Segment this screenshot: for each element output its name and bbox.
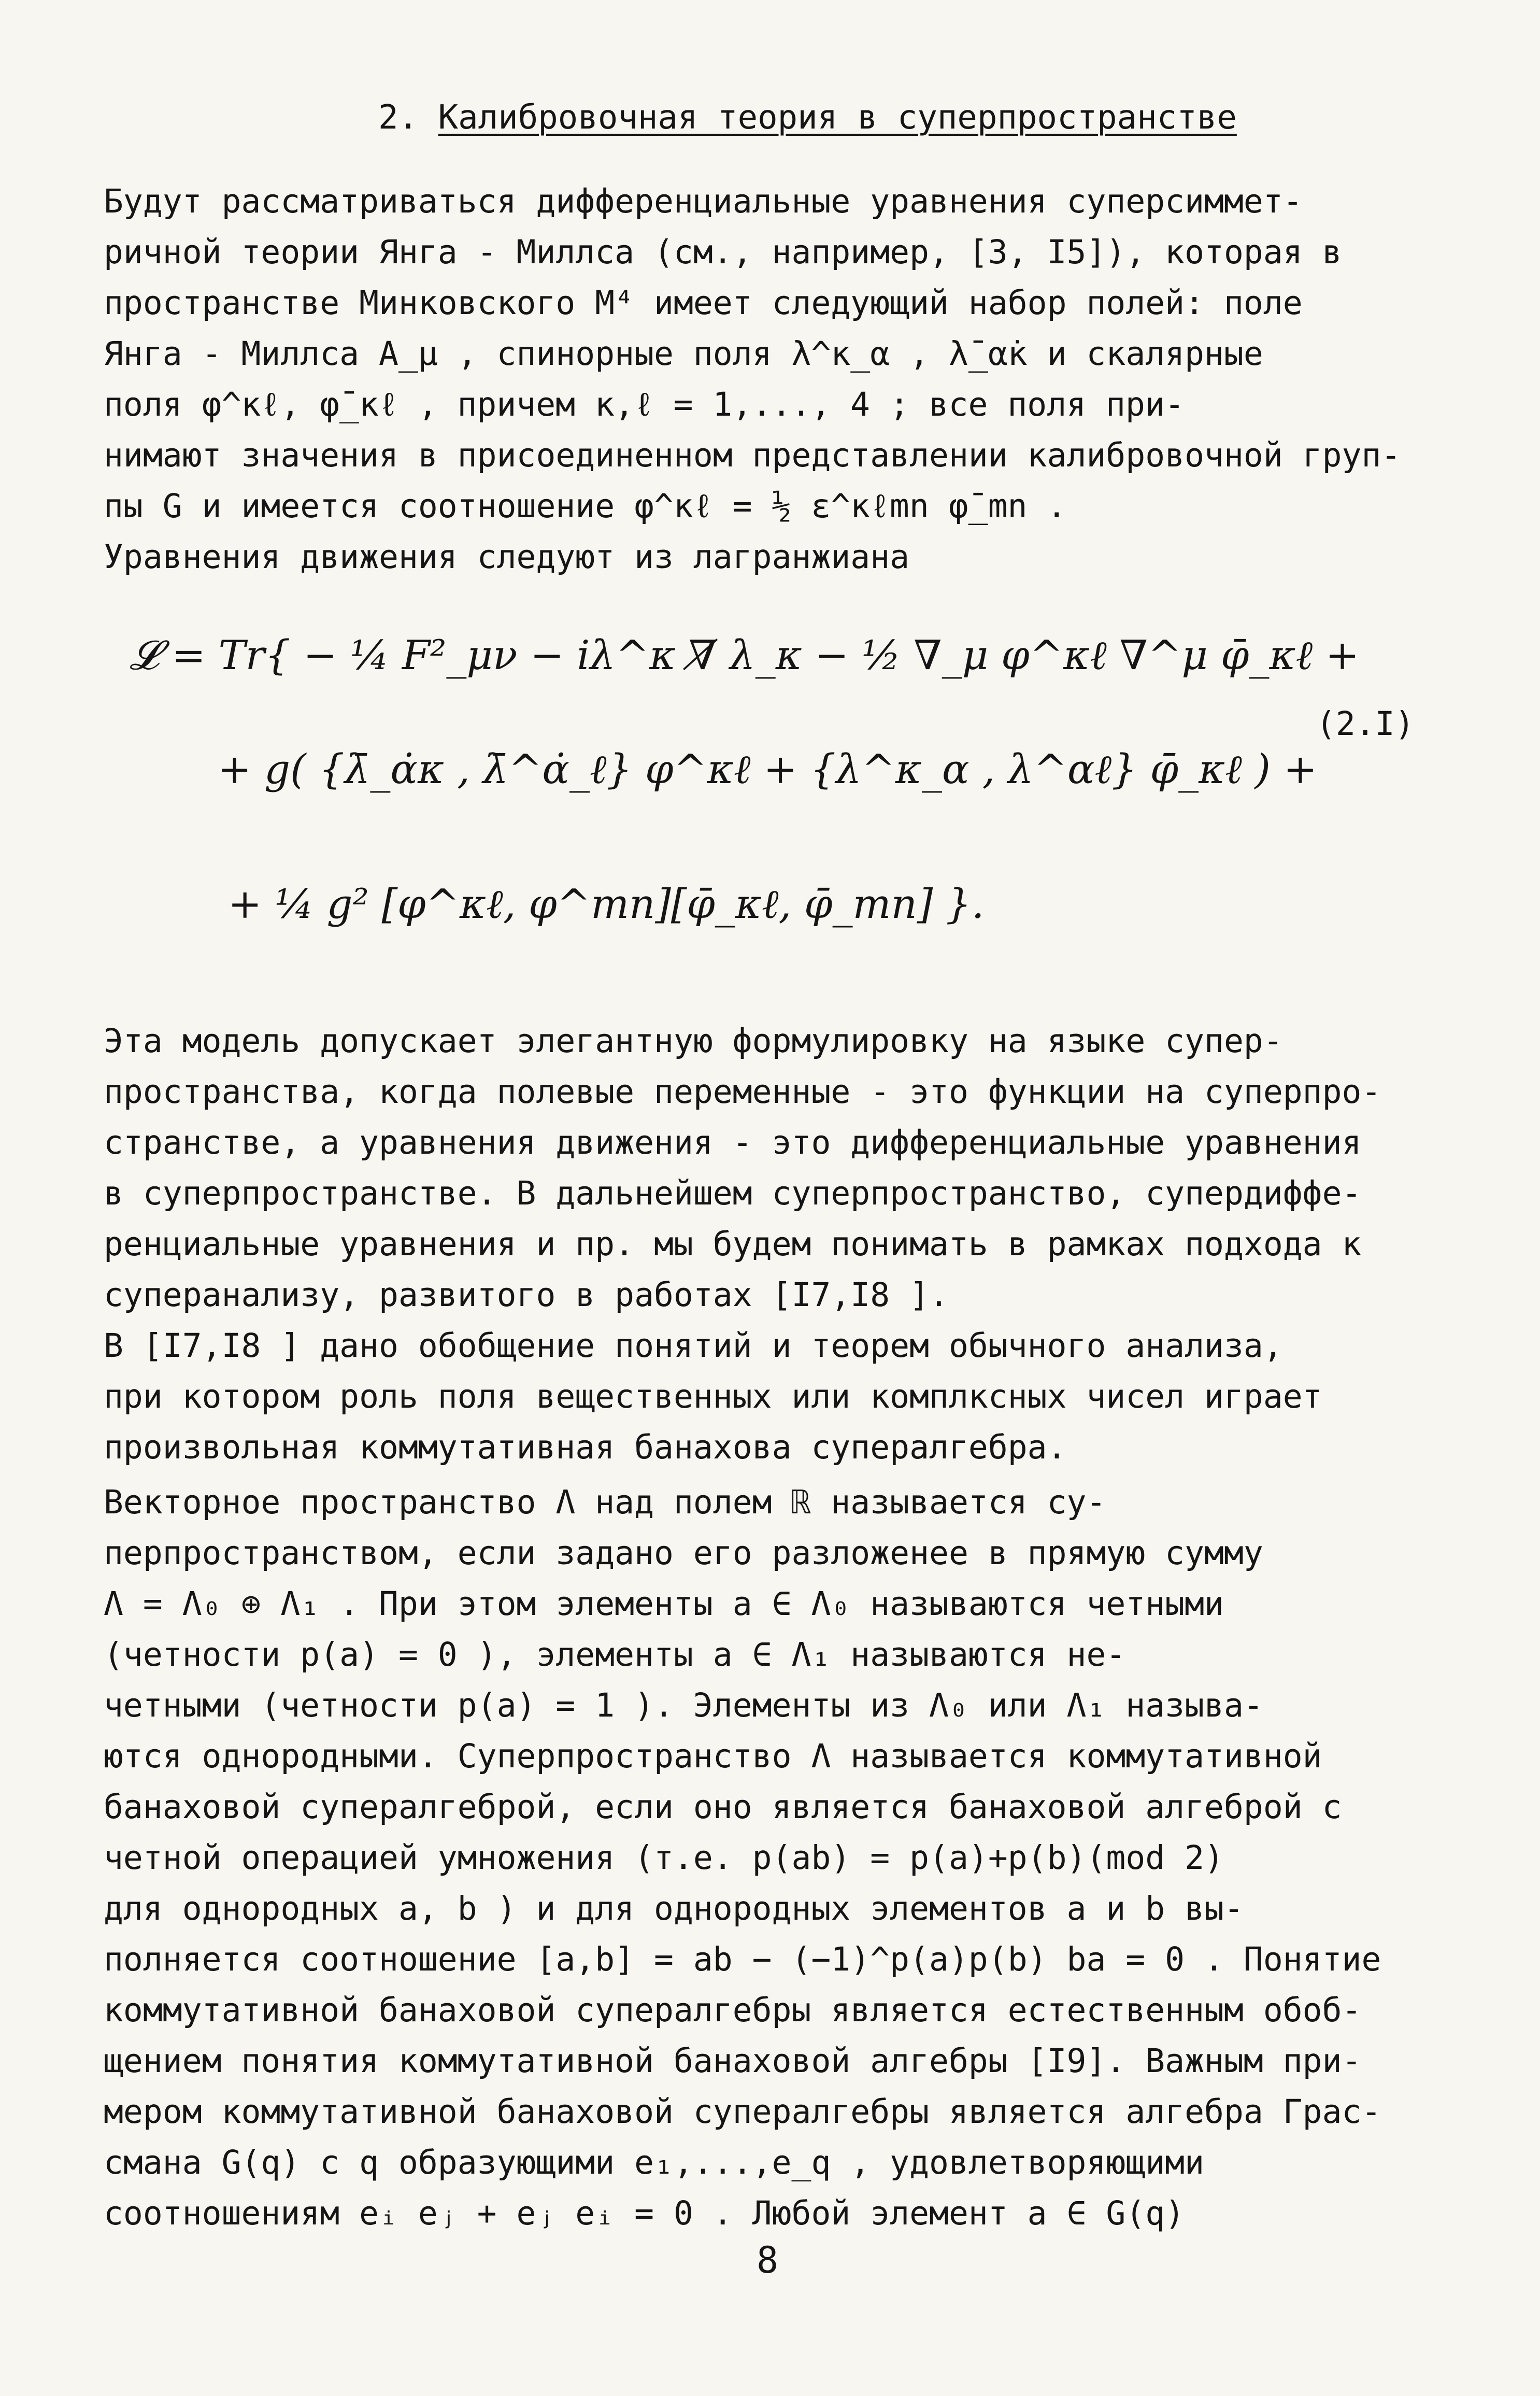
text-line: при котором роль поля вещественных или комплксных чисел играет [104, 1378, 1322, 1415]
text-line: соотношениям eᵢ eⱼ + eⱼ eᵢ = 0 . Любой элемент a ∈ G(q) [104, 2194, 1185, 2232]
paragraph-2 [104, 1016, 1461, 1321]
paragraph-3 [104, 1321, 1461, 1473]
text-line: пы G и имеется соотношение φ^κℓ = ½ ε^κℓmn φ̄_mn . [104, 487, 1067, 525]
text-line: поля φ^κℓ, φ̄_κℓ , причем κ,ℓ = 1,..., 4 ; все поля при- [104, 386, 1185, 423]
section-title [378, 98, 1237, 137]
text-line: четными (четности p(a) = 1 ). Элементы из Λ₀ или Λ₁ называ- [104, 1686, 1263, 1724]
section-number: 2. [378, 98, 419, 137]
text-line: смана G(q) с q образующими e₁,...,e_q , удовлетворяющими [104, 2144, 1205, 2181]
text-line: перпространством, если задано его разложенее в прямую сумму [104, 1534, 1263, 1572]
paragraph-1 [104, 176, 1461, 583]
text-line: (четности p(a) = 0 ), элементы a ∈ Λ₁ называются не- [104, 1636, 1126, 1674]
equation-number: (2.I) [1316, 705, 1415, 743]
paragraph-4 [104, 1477, 1461, 2239]
lagrangian-line-3: + ¼ g² [φ^κℓ, φ^mn][φ̄_κℓ, φ̄_mn] }. [228, 881, 985, 928]
text-line: В [I7,I8 ] дано обобщение понятий и теорем обычного анализа, [104, 1327, 1283, 1365]
text-line: полняется соотношение [a,b] = ab − (−1)^p(a)p(b) ba = 0 . Понятие [104, 1940, 1381, 1978]
page-number: 8 [757, 2239, 779, 2281]
text-line: Будут рассматриваться дифференциальные уравнения суперсиммет- [104, 182, 1303, 220]
text-line: странстве, а уравнения движения - это дифференциальные уравнения [104, 1124, 1362, 1161]
lagrangian-line-2: + g( {λ̄_α̇κ , λ̄^α̇_ℓ} φ^κℓ + {λ^κ_α , λ^αℓ} φ̄_κℓ ) + [218, 746, 1318, 793]
text-line: ричной теории Янга - Миллса (см., например, [3, I5]), которая в [104, 233, 1342, 271]
text-line: мером коммутативной банаховой супералгебры является алгебра Грас- [104, 2093, 1381, 2131]
text-line: пространства, когда полевые переменные - это функции на суперпро- [104, 1073, 1381, 1111]
text-line: Λ = Λ₀ ⊕ Λ₁ . При этом элементы a ∈ Λ₀ называются четными [104, 1585, 1224, 1623]
text-line: Векторное пространство Λ над полем ℝ называется су- [104, 1483, 1106, 1521]
text-line: четной операцией умножения (т.е. p(ab) = p(a)+p(b)(mod 2) [104, 1839, 1224, 1877]
text-line: Уравнения движения следуют из лагранжиана [104, 538, 910, 576]
text-line: нимают значения в присоединенном представлении калибровочной груп- [104, 436, 1401, 474]
text-line: пространстве Минковского M⁴ имеет следующий набор полей: поле [104, 284, 1303, 322]
text-line: ренциальные уравнения и пр. мы будем понимать в рамках подхода к [104, 1225, 1362, 1263]
text-line: произвольная коммутативная банахова супералгебра. [104, 1428, 1067, 1466]
text-line: суперанализу, развитого в работах [I7,I8 ]. [104, 1276, 949, 1314]
text-line: банаховой супералгеброй, если оно является банаховой алгеброй с [104, 1788, 1342, 1826]
text-line: для однородных a, b ) и для однородных элементов a и b вы- [104, 1890, 1244, 1927]
text-line: ются однородными. Суперпространство Λ называется коммутативной [104, 1737, 1322, 1775]
lagrangian-line-1: 𝓛 = Tr{ − ¼ F²_μν − iλ^κ ∇̸ λ_κ − ½ ∇_μ φ^κℓ ∇^μ φ̄_κℓ + [130, 632, 1360, 679]
section-heading: Калибровочная теория в суперпространстве [438, 98, 1237, 137]
text-line: щением понятия коммутативной банаховой алгебры [I9]. Важным при- [104, 2042, 1362, 2080]
text-line: Эта модель допускает элегантную формулировку на языке супер- [104, 1022, 1283, 1060]
text-line: коммутативной банаховой супералгебры является естественным обоб- [104, 1991, 1362, 2029]
text-line: Янга - Миллса A_μ , спинорные поля λ^κ_α , λ̄_α̇κ и скалярные [104, 335, 1263, 373]
text-line: в суперпространстве. В дальнейшем суперпространство, супердиффе- [104, 1174, 1362, 1212]
